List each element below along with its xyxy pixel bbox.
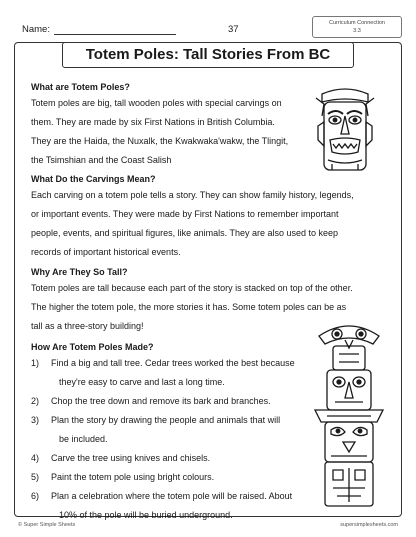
section-carvings-meaning <box>31 172 391 262</box>
step-number: 6) <box>31 491 40 501</box>
totem-face-illustration <box>314 82 376 178</box>
footer-website: supersimplesheets.com <box>340 522 398 528</box>
footer-copyright: © Super Simple Sheets <box>18 522 76 528</box>
curriculum-connection-box <box>312 16 402 38</box>
section-heading: How Are Totem Poles Made? <box>31 342 154 352</box>
step-number: 5) <box>31 472 40 482</box>
step-line: Find a big and tall tree. Cedar trees worked the best because <box>51 358 295 368</box>
list-item <box>31 354 321 392</box>
paragraph-line: Totem poles are tall because each part of the story is stacked on top of the other. <box>31 283 353 293</box>
name-blank-line <box>54 34 176 35</box>
page-number: 37 <box>228 24 239 35</box>
step-number: 3) <box>31 415 40 425</box>
page-header <box>14 14 402 44</box>
step-line: be included. <box>59 434 108 444</box>
steps-list <box>31 354 321 525</box>
paragraph-line: people, events, and spiritual figures, like animals. They are also used to keep <box>31 228 339 238</box>
section-heading: Why Are They So Tall? <box>31 267 128 277</box>
paragraph-line: the Tsimshian and the Coast Salish <box>31 155 172 165</box>
section-heading: What are Totem Poles? <box>31 82 130 92</box>
step-line: Plan the story by drawing the people and animals that will <box>51 415 281 425</box>
paragraph-line: them. They are made by six First Nations in British Columbia. <box>31 117 275 127</box>
step-line: Plan a celebration where the totem pole will be raised. About <box>51 491 293 501</box>
curriculum-connection-title: Curriculum Connection <box>329 20 385 26</box>
step-number: 1) <box>31 358 40 368</box>
step-line: Chop the tree down and remove its bark and branches. <box>51 396 271 406</box>
list-item <box>31 449 321 468</box>
paragraph-line: Totem poles are big, tall wooden poles with special carvings on <box>31 98 282 108</box>
totem-pole-illustration <box>313 318 385 508</box>
page-title: Totem Poles: Tall Stories From BC <box>62 42 354 68</box>
paragraph-line: tall as a three-story building! <box>31 321 144 331</box>
section-heading: What Do the Carvings Mean? <box>31 174 156 184</box>
curriculum-connection-code: 3.3 <box>353 28 361 34</box>
step-line: Carve the tree using knives and chisels. <box>51 453 211 463</box>
list-item <box>31 468 321 487</box>
paragraph-line: records of important historical events. <box>31 247 181 257</box>
step-number: 2) <box>31 396 40 406</box>
name-label: Name: <box>22 24 50 35</box>
step-line: they're easy to carve and last a long time. <box>59 377 225 387</box>
list-item <box>31 392 321 411</box>
section-how-made <box>31 340 321 525</box>
paragraph-line: They are the Haida, the Nuxalk, the Kwakwaka'wakw, the Tlingit, <box>31 136 289 146</box>
list-item <box>31 411 321 449</box>
paragraph-line: or important events. They were made by First Nations to remember important <box>31 209 339 219</box>
paragraph-line: Each carving on a totem pole tells a story. They can show family history, legends, <box>31 190 354 200</box>
step-number: 4) <box>31 453 40 463</box>
step-line: 10% of the pole will be buried underground. <box>59 510 233 520</box>
list-item <box>31 487 321 525</box>
paragraph-line: The higher the totem pole, the more stories it has. Some totem poles can be as <box>31 302 347 312</box>
step-line: Paint the totem pole using bright colours. <box>51 472 215 482</box>
